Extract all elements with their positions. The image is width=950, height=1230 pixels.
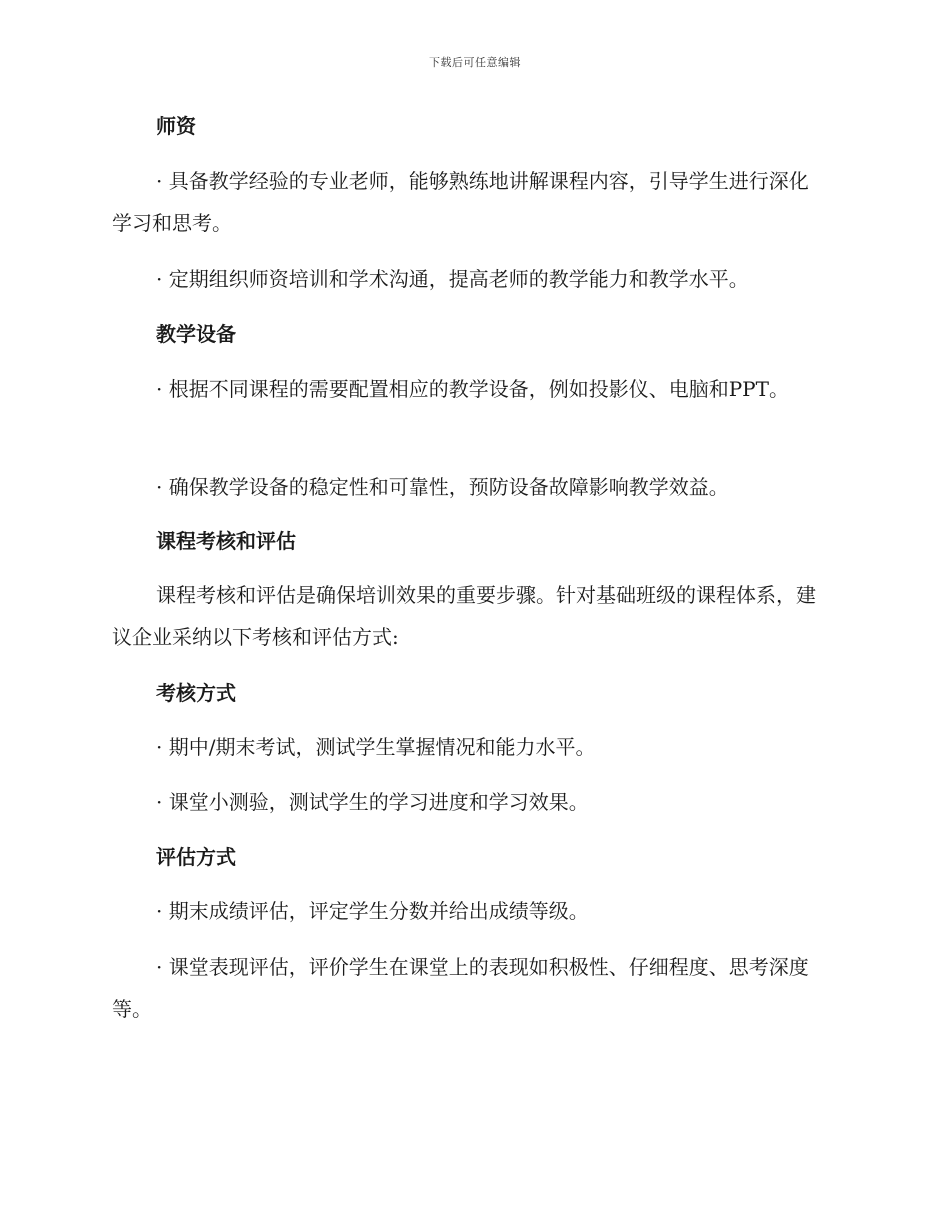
paragraph-exam-1: · 期中/期末考试，测试学生掌握情况和能力水平。 xyxy=(156,735,596,759)
paragraph-faculty-2: · 定期组织师资培训和学术沟通，提高老师的教学能力和教学水平。 xyxy=(156,267,749,291)
paragraph-equipment-1: · 根据不同课程的需要配置相应的教学设备，例如投影仪、电脑和PPT。 xyxy=(156,377,789,401)
heading-exam-methods: 考核方式 xyxy=(156,681,236,705)
heading-faculty: 师资 xyxy=(156,114,196,138)
paragraph-exam-2: · 课堂小测验，测试学生的学习进度和学习效果。 xyxy=(156,790,589,814)
paragraph-faculty-1: · 具备教学经验的专业老师，能够熟练地讲解课程内容，引导学生进行深化学习和思考。 xyxy=(112,169,809,235)
page-header-note: 下载后可任意编辑 xyxy=(429,56,521,69)
heading-equipment: 教学设备 xyxy=(156,322,236,346)
paragraph-eval-2: · 课堂表现评估，评价学生在课堂上的表现如积极性、仔细程度、思考深度等。 xyxy=(112,955,809,1021)
heading-assessment: 课程考核和评估 xyxy=(156,529,296,553)
heading-eval-methods: 评估方式 xyxy=(156,845,236,869)
paragraph-eval-1: · 期末成绩评估，评定学生分数并给出成绩等级。 xyxy=(156,899,589,923)
paragraph-equipment-2: · 确保教学设备的稳定性和可靠性，预防设备故障影响教学效益。 xyxy=(156,475,729,499)
paragraph-assessment: 课程考核和评估是确保培训效果的重要步骤。针对基础班级的课程体系，建议企业采纳以下考核和评估方式: xyxy=(112,583,816,649)
